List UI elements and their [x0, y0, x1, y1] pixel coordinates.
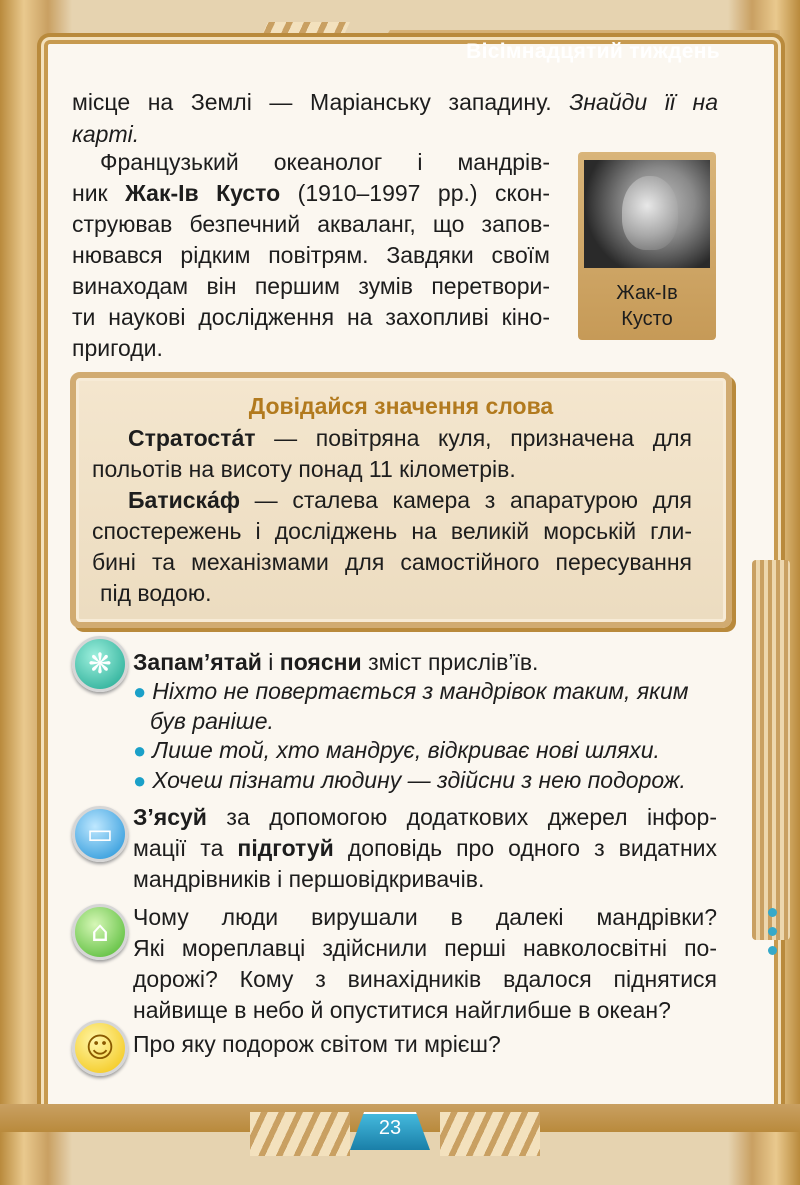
decor-dot — [768, 946, 777, 955]
vocab-term-2-line-1: Батиска́ф — сталева камера з апаратурою для — [128, 487, 692, 513]
decor-dot — [768, 927, 777, 936]
laptop-icon: ▭ — [72, 806, 128, 862]
cousteau-line-7: пригоди. — [72, 335, 163, 361]
pattern-icon: ❋ — [72, 636, 128, 692]
cousteau-line-3: струював безпечний акваланг, що запов- — [72, 211, 550, 237]
task3-line-4: найвище в небо й опуститися найглибше в океан? — [133, 997, 671, 1023]
task3-line-3: дорожі? Кому з винахідників вдалося піднятися — [133, 966, 717, 992]
decor-dot — [768, 908, 777, 917]
vocab-term-2-line-2: спостережень і досліджень на великій морській гли- — [92, 518, 692, 544]
cousteau-line-1: Французький океанолог і мандрів- — [100, 149, 550, 175]
smiley-icon: ☺ — [72, 1020, 128, 1076]
right-decoration — [752, 560, 790, 940]
proverb-3: ● Хочеш пізнати людину — здійсни з нею подорож. — [133, 767, 686, 793]
cousteau-line-5: винаходам він першим зумів перетвори- — [72, 273, 550, 299]
header-title: Вісімнадцятий тиждень — [466, 40, 720, 63]
task2-line-2: мації та підготуй доповідь про одного з видатних — [133, 835, 717, 861]
proverb-1: ● Ніхто не повертається з мандрівок таким, яким — [133, 678, 689, 704]
footer-stripes-left — [250, 1112, 350, 1156]
task2-line-1: З’ясуй за допомогою додаткових джерел інфор- — [133, 804, 717, 830]
photo-caption: Жак-Ів Кусто — [616, 282, 678, 330]
intro-line-2: карті. — [72, 121, 140, 147]
basket-icon: ⌂ — [72, 904, 128, 960]
task2-line-3: мандрівників і першовідкривачів. — [133, 866, 485, 892]
cousteau-line-6: ти наукові дослідження на захопливі кіно- — [72, 304, 550, 330]
task3-line-1: Чому люди вирушали в далекі мандрівки? — [133, 904, 717, 930]
page-number: 23 — [378, 1117, 402, 1139]
task3-line-2: Які мореплавці здійснили перші навколосвітні по- — [133, 935, 717, 961]
task4-line-1: Про яку подорож світом ти мрієш? — [133, 1031, 501, 1057]
cousteau-line-2: ник Жак-Ів Кусто (1910–1997 рр.) скон- — [72, 180, 550, 206]
task1-instruction: Запам’ятай і поясни зміст прислів’їв. — [133, 649, 539, 675]
vocab-term-1-line-2: польотів на висоту понад 11 кілометрів. — [92, 456, 516, 482]
cousteau-line-4: нювався рідким повітрям. Завдяки своїм — [72, 242, 550, 268]
bullet-icon: ● — [133, 679, 147, 704]
intro-line-1: місце на Землі — Маріанську западину. Знайди її на — [72, 89, 719, 115]
bullet-icon: ● — [133, 768, 147, 793]
cousteau-portrait — [622, 176, 678, 250]
footer-stripes-right — [440, 1112, 540, 1156]
vocab-term-1-line-1: Стратоста́т — повітряна куля, призначена для — [128, 425, 692, 451]
vocab-term-2-line-3: бині та механізмами для самостійного пересування — [92, 549, 692, 575]
bullet-icon: ● — [133, 738, 147, 763]
vocab-term-2-line-4: під водою. — [100, 580, 212, 606]
vocabulary-box-title: Довідайся значення слова — [248, 393, 554, 419]
proverb-1-cont: був раніше. — [150, 708, 274, 734]
proverb-2: ● Лише той, хто мандрує, відкриває нові шляхи. — [133, 737, 660, 763]
